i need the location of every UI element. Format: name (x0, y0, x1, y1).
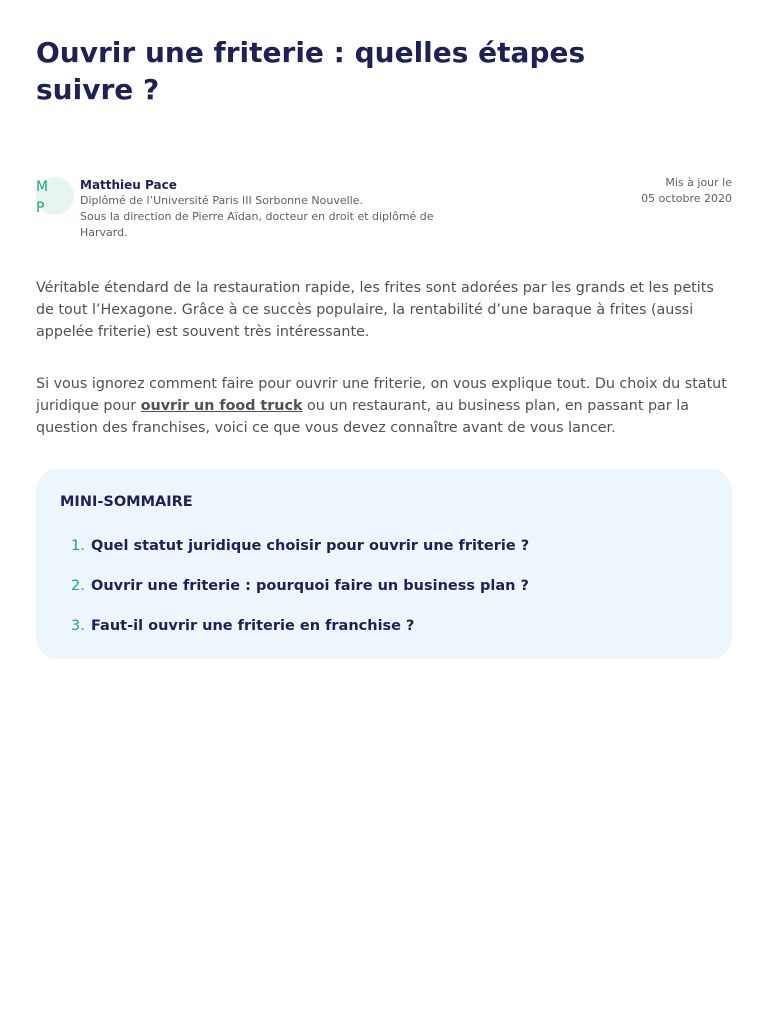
food-truck-link[interactable]: ouvrir un food truck (140, 398, 303, 414)
summary-link[interactable]: Ouvrir une friterie : pourquoi faire un business plan ? (91, 578, 529, 594)
paragraph-text-after: ou un restaurant, au business plan, en passant par la question des franchises, voici ce que vous devez connaître avant de vous lancer. (36, 398, 689, 436)
author-block (36, 177, 732, 247)
page-title: Ouvrir une friterie : quelles étapes suivre ? (36, 36, 586, 106)
summary-link[interactable]: Faut-il ouvrir une friterie en franchise ? (91, 618, 415, 634)
summary-item-number: 3. (71, 618, 85, 634)
second-paragraph (36, 373, 732, 439)
summary-item[interactable] (71, 616, 708, 656)
summary-title: MINI-SOMMAIRE (60, 494, 193, 510)
avatar-initials: MP (36, 179, 49, 216)
paragraph-text-before: Si vous ignorez comment faire pour ouvrir une friterie, on vous explique tout. Du choix du statut juridique pour (36, 376, 727, 414)
author-supervision: Sous la direction de Pierre Aïdan, docteur en droit et diplômé de Harvard. (80, 210, 434, 239)
author-credential: Diplômé de l’Université Paris III Sorbonne Nouvelle. (80, 194, 363, 207)
author-name[interactable]: Matthieu Pace (80, 178, 177, 192)
intro-paragraph: Véritable étendard de la restauration rapide, les frites sont adorées par les grands et les petits de tout l’Hexagone. Grâce à ce succès populaire, la rentabilité d’une baraque à frites (aussi appelée friterie) est souvent très intéressante. (36, 280, 714, 340)
mini-summary (36, 469, 732, 659)
author-info (80, 177, 480, 241)
summary-item[interactable] (71, 536, 708, 576)
update-date: 05 octobre 2020 (641, 192, 732, 205)
summary-item[interactable] (71, 576, 708, 616)
summary-item-number: 1. (71, 538, 85, 554)
update-label: Mis à jour le (665, 176, 732, 189)
summary-item-number: 2. (71, 578, 85, 594)
summary-link[interactable]: Quel statut juridique choisir pour ouvrir une friterie ? (91, 538, 530, 554)
update-info (641, 175, 732, 207)
